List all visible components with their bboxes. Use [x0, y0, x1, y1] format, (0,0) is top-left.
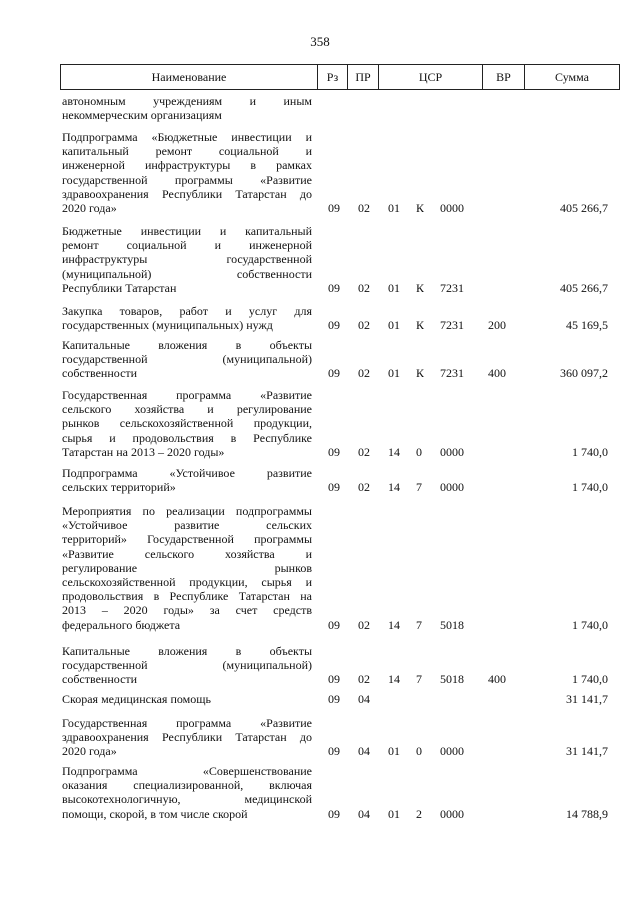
row-name-line: сельскохозяйственной продукции, сырья и: [62, 574, 312, 589]
row-name-line: Татарстан на 2013 – 2020 годы»: [62, 444, 225, 459]
cell-c1: 01: [388, 318, 400, 333]
row-name-line: (муниципальной) собственности: [62, 266, 312, 281]
cell-c3: 0000: [440, 444, 464, 459]
cell-rz: 09: [328, 480, 340, 495]
cell-rz: 09: [328, 444, 340, 459]
cell-rz: 09: [328, 672, 340, 687]
row-name: [62, 338, 312, 381]
cell-c1: 01: [388, 366, 400, 381]
table-row: [0, 130, 640, 215]
row-name-line: Подпрограмма «Бюджетные инвестиции и: [62, 130, 312, 144]
row-name-line: Капитальные вложения в объекты: [62, 338, 312, 352]
cell-pr: 04: [358, 806, 370, 821]
cell-c3: 0000: [440, 806, 464, 821]
row-name-line: «Развитие сельского хозяйства и: [62, 546, 312, 561]
row-name: [62, 94, 312, 122]
table-row: [0, 388, 640, 459]
cell-c3: 7231: [440, 318, 464, 333]
cell-sum: 1 740,0: [572, 444, 608, 459]
cell-c2: К: [416, 201, 425, 215]
cell-pr: 04: [358, 692, 370, 706]
cell-c2: К: [416, 280, 425, 295]
row-name-line: государственных (муниципальных) нужд: [62, 318, 273, 333]
row-name-line: государственной (муниципальной): [62, 658, 312, 673]
row-name-line: сырья и продовольствия в Республике: [62, 430, 312, 445]
row-name-line: продовольствия в Республике Татарстан на: [62, 589, 312, 604]
row-name: [62, 644, 312, 687]
cell-sum: 45 169,5: [566, 318, 608, 333]
cell-c1: 01: [388, 280, 400, 295]
row-name-line: ремонт социальной и инженерной: [62, 238, 312, 253]
cell-rz: 09: [328, 366, 340, 381]
cell-sum: 14 788,9: [566, 806, 608, 821]
cell-pr: 02: [358, 366, 370, 381]
cell-pr: 02: [358, 201, 370, 215]
cell-sum: 1 740,0: [572, 480, 608, 495]
row-name: [62, 466, 312, 494]
cell-sum: 1 740,0: [572, 617, 608, 632]
cell-c3: 5018: [440, 617, 464, 632]
row-name-line: сельских территорий»: [62, 480, 176, 495]
table-row: [0, 466, 640, 494]
row-name-line: собственности: [62, 672, 138, 687]
cell-c2: 0: [416, 744, 422, 759]
row-name: [62, 692, 312, 706]
cell-c1: 14: [388, 480, 400, 495]
table-row: [0, 338, 640, 381]
table-row: [0, 692, 640, 706]
cell-sum: 360 097,2: [560, 366, 608, 381]
row-name-line: оказания специализированной, включая: [62, 778, 312, 793]
row-name: [62, 504, 312, 632]
cell-c2: 2: [416, 806, 422, 821]
header-sum: Сумма: [524, 65, 619, 89]
table-row: [0, 504, 640, 632]
row-name-line: 2013 – 2020 годы» за счет средств: [62, 603, 312, 618]
cell-c2: 7: [416, 617, 422, 632]
row-name: [62, 388, 312, 459]
cell-rz: 09: [328, 318, 340, 333]
table-row: [0, 716, 640, 759]
row-name-line: федерального бюджета: [62, 617, 181, 632]
cell-pr: 02: [358, 318, 370, 333]
row-name: [62, 764, 312, 821]
row-name: [62, 716, 312, 759]
table-row: [0, 304, 640, 332]
row-name-line: Государственная программа «Развитие: [62, 716, 312, 730]
row-name-line: собственности: [62, 366, 138, 381]
cell-vr: 400: [488, 672, 506, 687]
row-name-line: 2020 года»: [62, 200, 117, 215]
row-name-line: 2020 года»: [62, 744, 117, 759]
cell-rz: 09: [328, 280, 340, 295]
row-name-line: Мероприятия по реализации подпрограммы: [62, 504, 312, 518]
cell-c1: 14: [388, 672, 400, 687]
row-name-line: регулирование рынков: [62, 560, 312, 575]
row-name: [62, 224, 312, 295]
cell-sum: 405 266,7: [560, 201, 608, 215]
row-name-line: капитальный ремонт социальной и: [62, 144, 312, 159]
row-name: [62, 130, 312, 215]
cell-c3: 7231: [440, 366, 464, 381]
cell-sum: 31 141,7: [566, 744, 608, 759]
header-rz: Рз: [317, 65, 347, 89]
row-name-line: сельского хозяйства и регулирование: [62, 402, 312, 417]
cell-pr: 02: [358, 672, 370, 687]
row-name-line: инфраструктуры государственной: [62, 252, 312, 267]
cell-sum: 405 266,7: [560, 280, 608, 295]
cell-c1: 01: [388, 201, 400, 215]
row-name-line: Скорая медицинская помощь: [62, 692, 211, 706]
cell-pr: 02: [358, 617, 370, 632]
row-name-line: высокотехнологичную, медицинской: [62, 792, 312, 807]
cell-c1: 01: [388, 806, 400, 821]
header-vr: ВР: [482, 65, 524, 89]
table-row: [0, 764, 640, 821]
cell-rz: 09: [328, 744, 340, 759]
table-row: [0, 644, 640, 687]
cell-c1: 14: [388, 444, 400, 459]
cell-c3: 5018: [440, 672, 464, 687]
row-name-line: Подпрограмма «Устойчивое развитие: [62, 466, 312, 480]
cell-pr: 02: [358, 480, 370, 495]
cell-c1: 14: [388, 617, 400, 632]
cell-vr: 400: [488, 366, 506, 381]
cell-sum: 31 141,7: [566, 692, 608, 706]
row-name-line: здравоохранения Республики Татарстан до: [62, 186, 312, 201]
cell-c2: К: [416, 318, 425, 333]
row-name-line: Закупка товаров, работ и услуг для: [62, 304, 312, 318]
row-name-line: рынков сельскохозяйственной продукции,: [62, 416, 312, 431]
row-name-line: государственной (муниципальной): [62, 352, 312, 367]
row-name-line: некоммерческим организациям: [62, 108, 222, 123]
row-name: [62, 304, 312, 332]
table-header: [60, 64, 620, 90]
cell-rz: 09: [328, 617, 340, 632]
cell-c2: 7: [416, 672, 422, 687]
cell-rz: 09: [328, 692, 340, 706]
cell-pr: 02: [358, 444, 370, 459]
cell-c2: 0: [416, 444, 422, 459]
cell-pr: 02: [358, 280, 370, 295]
row-name-line: «Устойчивое развитие сельских: [62, 518, 312, 533]
cell-c3: 0000: [440, 480, 464, 495]
cell-rz: 09: [328, 201, 340, 215]
row-name-line: здравоохранения Республики Татарстан до: [62, 730, 312, 745]
header-csr: ЦСР: [378, 65, 482, 89]
cell-c3: 0000: [440, 744, 464, 759]
cell-sum: 1 740,0: [572, 672, 608, 687]
row-name-line: помощи, скорой, в том числе скорой: [62, 806, 248, 821]
cell-vr: 200: [488, 318, 506, 333]
header-name: Наименование: [151, 70, 227, 84]
row-name-line: Капитальные вложения в объекты: [62, 644, 312, 658]
row-name-line: государственной программы «Развитие: [62, 172, 312, 187]
page-number: 358: [310, 34, 330, 49]
cell-c1: 01: [388, 744, 400, 759]
row-name-line: Бюджетные инвестиции и капитальный: [62, 224, 312, 238]
row-name-line: Подпрограмма «Совершенствование: [62, 764, 312, 778]
cell-c2: К: [416, 366, 425, 381]
cell-c2: 7: [416, 480, 422, 495]
row-name-line: территорий» Государственной программы: [62, 532, 312, 547]
row-name-line: автономным учреждениям и иным: [62, 94, 312, 108]
table-row: [0, 224, 640, 295]
row-name-line: Республики Татарстан: [62, 280, 177, 295]
cell-rz: 09: [328, 806, 340, 821]
table-row: [0, 94, 640, 122]
cell-c3: 0000: [440, 201, 464, 215]
row-name-line: Государственная программа «Развитие: [62, 388, 312, 402]
cell-pr: 04: [358, 744, 370, 759]
row-name-line: инженерной инфраструктуры в рамках: [62, 158, 312, 173]
cell-c3: 7231: [440, 280, 464, 295]
header-pr: ПР: [347, 65, 378, 89]
